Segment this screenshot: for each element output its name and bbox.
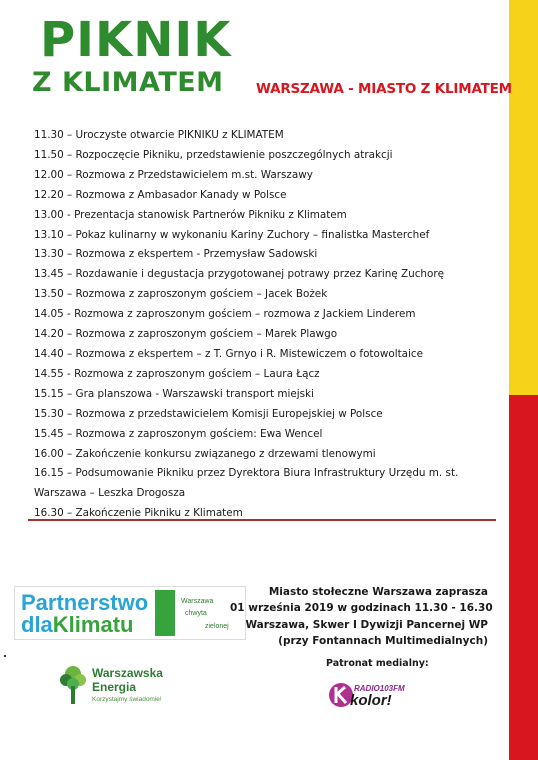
event-schedule (34, 126, 504, 524)
invitation-block (230, 584, 493, 650)
schedule-item: 15.30 – Rozmowa z przedstawicielem Komisji Europejskiej w Polsce (34, 407, 383, 420)
schedule-item: 13.10 – Pokaz kulinarny w wykonaniu Kariny Zuchory – finalistka Masterchef (34, 228, 430, 241)
energy-logo-name-1: Warszawska (92, 666, 163, 680)
headline: WARSZAWA - MIASTO Z KLIMATEM (256, 81, 512, 97)
schedule-item: 15.15 – Gra planszowa - Warszawski transport miejski (34, 387, 314, 400)
schedule-item: 14.55 - Rozmowa z zaproszonym gościem – Laura Łącz (34, 367, 320, 380)
badge-word: zielonej (205, 623, 229, 630)
invite-line: Miasto stołeczne Warszawa zaprasza (268, 586, 488, 598)
red-side-stripe (509, 395, 538, 760)
energy-logo-name-2: Energia (92, 680, 137, 694)
schedule-item: 16.00 – Zakończenie konkursu związanego z drzewami tlenowymi (34, 447, 376, 460)
schedule-item: 13.30 – Rozmowa z ekspertem - Przemysław Sadowski (34, 248, 318, 261)
schedule-item: 13.00 - Prezentacja stanowisk Partnerów Pikniku z Klimatem (34, 208, 347, 221)
schedule-item: 13.50 – Rozmowa z zaproszonym gościem – Jacek Bożek (34, 288, 328, 301)
schedule-item: 14.40 – Rozmowa z ekspertem – z T. Grnyo i R. Mistewiczem o fotowoltaice (34, 347, 424, 360)
badge-word: Warszawa (181, 598, 214, 605)
schedule-item: 11.50 – Rozpoczęcie Pikniku, przedstawienie poszczególnych atrakcji (34, 148, 393, 161)
tree-icon (58, 662, 88, 706)
schedule-item: 12.00 – Rozmowa z Przedstawicielem m.st. Warszawy (34, 168, 313, 181)
schedule-item: 12.20 – Rozmowa z Ambasador Kanady w Polsce (34, 188, 287, 201)
invite-line: 01 września 2019 w godzinach 11.30 - 16.30 (230, 602, 493, 615)
energy-logo-tagline: Korzystajmy świadomie! (92, 696, 162, 703)
section-divider (28, 519, 496, 521)
schedule-item: 16.30 – Zakończenie Pikniku z Klimatem (34, 507, 243, 520)
schedule-item: 14.20 – Rozmowa z zaproszonym gościem – Marek Plawgo (34, 328, 338, 341)
partner-logo-dla: dla (21, 612, 53, 637)
badge-word: chwyta (185, 610, 207, 617)
media-patron-label: Patronat medialny: (326, 658, 429, 669)
radio-logo-frequency: RADIO103FM (354, 684, 405, 693)
warszawska-energia-logo (58, 660, 218, 710)
invite-line: (przy Fontannach Multimedialnych) (278, 635, 488, 648)
logo-line-2: Z KLIMATEM (32, 67, 224, 98)
schedule-item: 16.15 – Podsumowanie Pikniku przez Dyrektora Biura Infrastruktury Urzędu m. st. (34, 467, 459, 480)
partner-logo-line-2 (21, 613, 133, 637)
logo-line-1: PIKNIK (40, 12, 232, 68)
partnerstwo-dla-klimatu-logo (14, 586, 246, 640)
tree-badge-icon (155, 590, 175, 636)
partner-logo-line-1: Partnerstwo (21, 590, 149, 615)
radio-logo-name: kolor! (350, 692, 392, 709)
schedule-item: Warszawa – Leszka Drogosza (34, 487, 186, 500)
stray-dot (4, 655, 6, 657)
invite-line: Warszawa, Skwer I Dywizji Pancernej WP (245, 618, 488, 631)
schedule-item: 11.30 – Uroczyste otwarcie PIKNIKU z KLIMATEM (34, 129, 284, 141)
schedule-item: 15.45 – Rozmowa z zaproszonym gościem: Ewa Wencel (34, 427, 323, 440)
partner-logo-klimatu: Klimatu (52, 612, 134, 637)
schedule-item: 14.05 - Rozmowa z zaproszonym gościem – rozmowa z Jackiem Linderem (34, 308, 416, 321)
piknik-z-klimatem-logo (32, 12, 232, 112)
radio-kolor-logo (328, 678, 418, 714)
schedule-item: 13.45 – Rozdawanie i degustacja przygotowanej potrawy przez Karinę Zuchorę (34, 268, 445, 281)
yellow-side-stripe (509, 0, 538, 395)
